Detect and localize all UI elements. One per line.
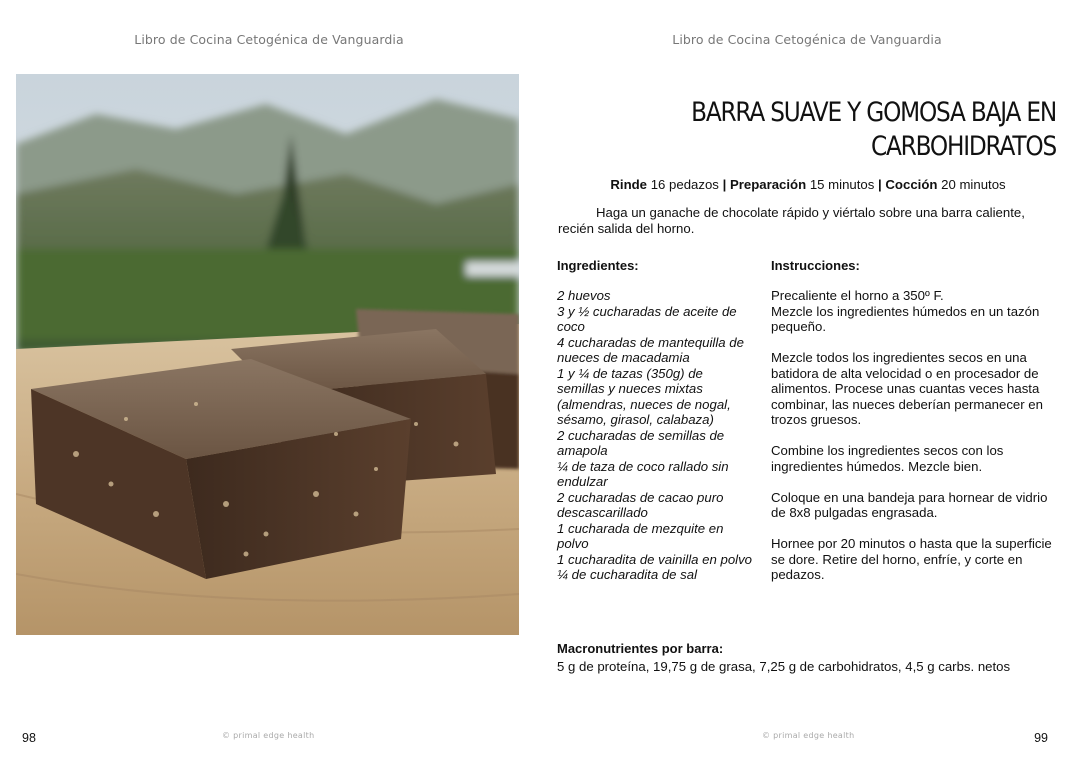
ingredient-item: 1 cucharadita de vainilla en polvo <box>557 551 753 567</box>
footer-watermark: © primal edge health <box>762 731 855 740</box>
ingredients-list <box>557 288 752 583</box>
prep-label: Preparación <box>729 177 807 192</box>
ingredients-heading: Ingredientes: <box>557 258 639 273</box>
cook-label: Cocción <box>885 177 938 192</box>
running-head: Libro de Cocina Cetogénica de Vanguardia <box>134 32 404 47</box>
recipe-meta <box>558 177 1058 192</box>
footer-watermark: © primal edge health <box>222 731 315 740</box>
yield-label: Rinde <box>610 177 648 192</box>
instruction-step: Coloque en una bandeja para hornear de vidrio de 8x8 pulgadas engrasada. <box>771 489 1048 520</box>
yield-value: 16 pedazos <box>650 177 719 192</box>
instructions-heading: Instrucciones: <box>771 258 860 273</box>
instruction-step: Combine los ingredientes secos con los ingredientes húmedos. Mezcle bien. <box>771 443 1004 474</box>
recipe-intro: Haga un ganache de chocolate rápido y viértalo sobre una barra caliente, recién salida del horno. <box>558 205 1025 236</box>
ingredient-item: 2 huevos <box>557 288 611 303</box>
running-head: Libro de Cocina Cetogénica de Vanguardia <box>672 32 942 47</box>
ingredient-item: 3 y ½ cucharadas de aceite de coco <box>557 303 737 334</box>
instruction-step: Precaliente el horno a 350º F. Mezcle los ingredientes húmedos en un tazón pequeño. <box>771 288 1040 334</box>
ingredient-item: 4 cucharadas de mantequilla de nueces de macadamia <box>557 334 744 365</box>
ingredient-item: ¼ de cucharadita de sal <box>557 567 698 582</box>
cook-value: 20 minutos <box>941 177 1006 192</box>
separator: | <box>722 177 727 192</box>
ingredient-item: 1 cucharada de mezquite en polvo <box>557 520 724 551</box>
right-page <box>538 0 1076 767</box>
recipe-photo <box>16 74 519 635</box>
page-number: 98 <box>22 731 36 745</box>
instruction-step: Mezcle todos los ingredientes secos en una batidora de alta velocidad o en procesador de alimentos. Procese unas cuantas veces hasta combinar, las nueces deberían permanecer en trozos gruesos. <box>771 350 1043 427</box>
ingredient-item: 1 y ¼ de tazas (350g) de semillas y nueces mixtas (almendras, nueces de nogal, sésamo, girasol, calabaza) <box>557 365 731 427</box>
recipe-title: BARRA SUAVE Y GOMOSA BAJA EN CARBOHIDRATOS <box>691 97 1056 163</box>
page-number: 99 <box>1034 731 1048 745</box>
prep-value: 15 minutos <box>809 177 875 192</box>
separator: | <box>878 177 882 192</box>
ingredient-item: 2 cucharadas de cacao puro descascarillado <box>557 489 724 520</box>
ingredient-item: 2 cucharadas de semillas de amapola <box>557 427 725 458</box>
macros-heading: Macronutrientes por barra: <box>557 641 724 656</box>
macros-text: 5 g de proteína, 19,75 g de grasa, 7,25 g de carbohidratos, 4,5 g carbs. netos <box>557 659 1011 674</box>
instruction-step: Hornee por 20 minutos o hasta que la superficie se dore. Retire del horno, enfríe, y corte en pedazos. <box>771 536 1052 582</box>
instructions-list <box>771 288 1061 598</box>
ingredient-item: ¼ de taza de coco rallado sin endulzar <box>557 458 729 489</box>
